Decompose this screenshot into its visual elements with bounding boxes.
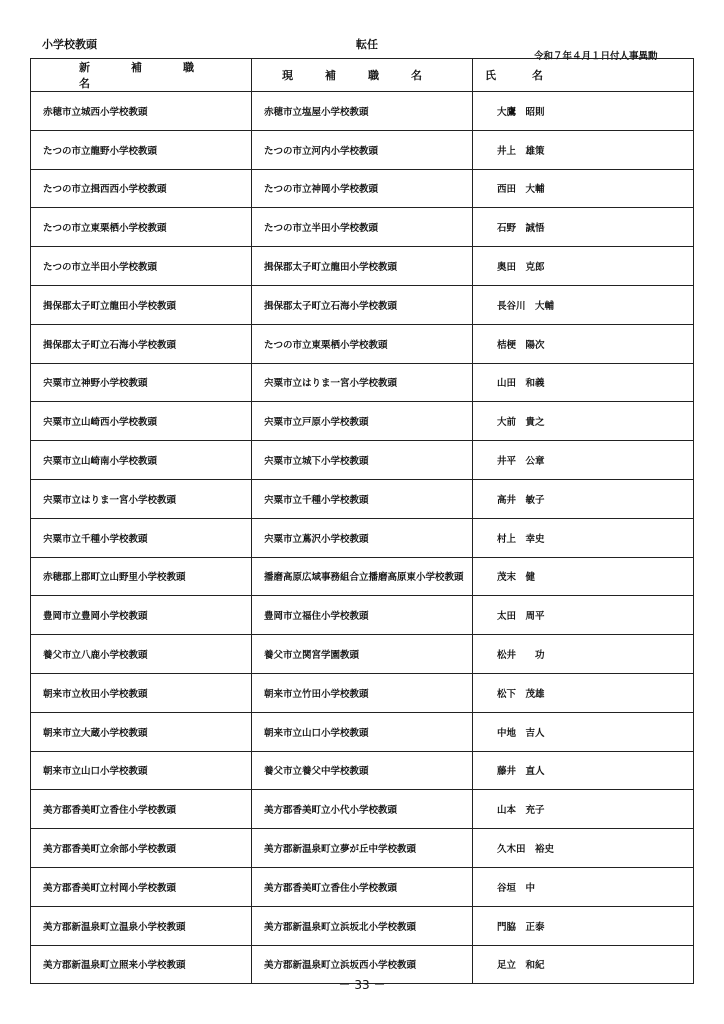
new-post-cell: 宍粟市立山崎南小学校教頭 xyxy=(31,441,252,480)
new-post-cell: たつの市立東栗栖小学校教頭 xyxy=(31,208,252,247)
name-cell: 高井 敏子 xyxy=(473,479,694,518)
new-post-cell: 宍粟市立はりま一宮小学校教頭 xyxy=(31,479,252,518)
name-cell: 西田 大輔 xyxy=(473,169,694,208)
current-post-cell: 養父市立関宮学園教頭 xyxy=(252,635,473,674)
name-cell: 大前 貴之 xyxy=(473,402,694,441)
new-post-cell: 豊岡市立豊岡小学校教頭 xyxy=(31,596,252,635)
new-post-cell: 宍粟市立神野小学校教頭 xyxy=(31,363,252,402)
table-header-row xyxy=(31,59,694,92)
new-post-cell: 朝来市立大蔵小学校教頭 xyxy=(31,712,252,751)
column-header-name: 氏名 xyxy=(473,59,694,92)
new-post-cell: 養父市立八鹿小学校教頭 xyxy=(31,635,252,674)
current-post-cell: たつの市立河内小学校教頭 xyxy=(252,130,473,169)
current-post-cell: 宍粟市立はりま一宮小学校教頭 xyxy=(252,363,473,402)
current-post-cell: 美方郡新温泉町立浜坂北小学校教頭 xyxy=(252,906,473,945)
effective-date-note: 令和７年４月１日付人事異動 xyxy=(534,51,658,62)
new-post-cell: 朝来市立山口小学校教頭 xyxy=(31,751,252,790)
table-row xyxy=(31,285,694,324)
current-post-cell: 宍粟市立千種小学校教頭 xyxy=(252,479,473,518)
name-cell: 藤井 直人 xyxy=(473,751,694,790)
table-row xyxy=(31,130,694,169)
name-cell: 谷垣 中 xyxy=(473,867,694,906)
current-post-cell: 朝来市立竹田小学校教頭 xyxy=(252,673,473,712)
name-cell: 長谷川 大輔 xyxy=(473,285,694,324)
current-post-cell: 播磨高原広域事務組合立播磨高原東小学校教頭 xyxy=(252,557,473,596)
name-cell: 桔梗 陽次 xyxy=(473,324,694,363)
new-post-cell: たつの市立龍野小学校教頭 xyxy=(31,130,252,169)
name-cell: 久木田 裕史 xyxy=(473,829,694,868)
name-cell: 松井 功 xyxy=(473,635,694,674)
table-row xyxy=(31,829,694,868)
new-post-cell: 美方郡香美町立村岡小学校教頭 xyxy=(31,867,252,906)
new-post-cell: 揖保郡太子町立龍田小学校教頭 xyxy=(31,285,252,324)
column-header-current-post: 現補職名 xyxy=(252,59,473,92)
current-post-cell: 揖保郡太子町立石海小学校教頭 xyxy=(252,285,473,324)
table-row xyxy=(31,673,694,712)
table-row xyxy=(31,635,694,674)
table-row xyxy=(31,479,694,518)
name-cell: 石野 誠悟 xyxy=(473,208,694,247)
current-post-cell: 美方郡新温泉町立夢が丘中学校教頭 xyxy=(252,829,473,868)
table-row xyxy=(31,363,694,402)
name-cell: 山本 充子 xyxy=(473,790,694,829)
new-post-cell: たつの市立半田小学校教頭 xyxy=(31,247,252,286)
current-post-cell: 美方郡香美町立香住小学校教頭 xyxy=(252,867,473,906)
new-post-cell: 揖保郡太子町立石海小学校教頭 xyxy=(31,324,252,363)
name-cell: 門脇 正泰 xyxy=(473,906,694,945)
page-number: － 33 － xyxy=(338,978,386,992)
personnel-table xyxy=(30,58,694,984)
current-post-cell: 美方郡新温泉町立浜坂西小学校教頭 xyxy=(252,945,473,984)
table-row xyxy=(31,557,694,596)
current-post-cell: 宍粟市立戸原小学校教頭 xyxy=(252,402,473,441)
current-post-cell: 赤穂市立塩屋小学校教頭 xyxy=(252,92,473,131)
current-post-cell: たつの市立半田小学校教頭 xyxy=(252,208,473,247)
new-post-cell: 朝来市立枚田小学校教頭 xyxy=(31,673,252,712)
current-post-cell: たつの市立神岡小学校教頭 xyxy=(252,169,473,208)
section-title: 小学校教頭 xyxy=(42,38,97,51)
new-post-cell: 赤穂郡上郡町立山野里小学校教頭 xyxy=(31,557,252,596)
current-post-cell: 宍粟市立蔦沢小学校教頭 xyxy=(252,518,473,557)
current-post-cell: 宍粟市立城下小学校教頭 xyxy=(252,441,473,480)
table-row xyxy=(31,247,694,286)
table-row xyxy=(31,712,694,751)
table-row xyxy=(31,208,694,247)
table-row xyxy=(31,518,694,557)
name-cell: 松下 茂雄 xyxy=(473,673,694,712)
name-cell: 太田 周平 xyxy=(473,596,694,635)
name-cell: 井平 公章 xyxy=(473,441,694,480)
table-row xyxy=(31,441,694,480)
new-post-cell: 美方郡香美町立香住小学校教頭 xyxy=(31,790,252,829)
new-post-cell: 宍粟市立千種小学校教頭 xyxy=(31,518,252,557)
name-cell: 大鷹 昭則 xyxy=(473,92,694,131)
table-row xyxy=(31,169,694,208)
table-row xyxy=(31,324,694,363)
name-cell: 山田 和義 xyxy=(473,363,694,402)
new-post-cell: たつの市立揖西西小学校教頭 xyxy=(31,169,252,208)
table-row xyxy=(31,596,694,635)
name-cell: 茂末 健 xyxy=(473,557,694,596)
new-post-cell: 赤穂市立城西小学校教頭 xyxy=(31,92,252,131)
table-body xyxy=(31,92,694,984)
current-post-cell: 豊岡市立福住小学校教頭 xyxy=(252,596,473,635)
current-post-cell: 美方郡香美町立小代小学校教頭 xyxy=(252,790,473,829)
table-row xyxy=(31,867,694,906)
name-cell: 井上 雄策 xyxy=(473,130,694,169)
current-post-cell: 養父市立養父中学校教頭 xyxy=(252,751,473,790)
name-cell: 足立 和紀 xyxy=(473,945,694,984)
new-post-cell: 宍粟市立山崎西小学校教頭 xyxy=(31,402,252,441)
table-row xyxy=(31,92,694,131)
table-row xyxy=(31,790,694,829)
table-row xyxy=(31,751,694,790)
table-row xyxy=(31,402,694,441)
column-header-new-post: 新補職名 xyxy=(31,59,252,92)
new-post-cell: 美方郡新温泉町立温泉小学校教頭 xyxy=(31,906,252,945)
name-cell: 中地 吉人 xyxy=(473,712,694,751)
current-post-cell: 朝来市立山口小学校教頭 xyxy=(252,712,473,751)
new-post-cell: 美方郡香美町立余部小学校教頭 xyxy=(31,829,252,868)
current-post-cell: 揖保郡太子町立龍田小学校教頭 xyxy=(252,247,473,286)
current-post-cell: たつの市立東栗栖小学校教頭 xyxy=(252,324,473,363)
name-cell: 村上 幸史 xyxy=(473,518,694,557)
table-row xyxy=(31,906,694,945)
transfer-type-label: 転任 xyxy=(356,38,378,51)
name-cell: 奥田 克郎 xyxy=(473,247,694,286)
new-post-cell: 美方郡新温泉町立照来小学校教頭 xyxy=(31,945,252,984)
